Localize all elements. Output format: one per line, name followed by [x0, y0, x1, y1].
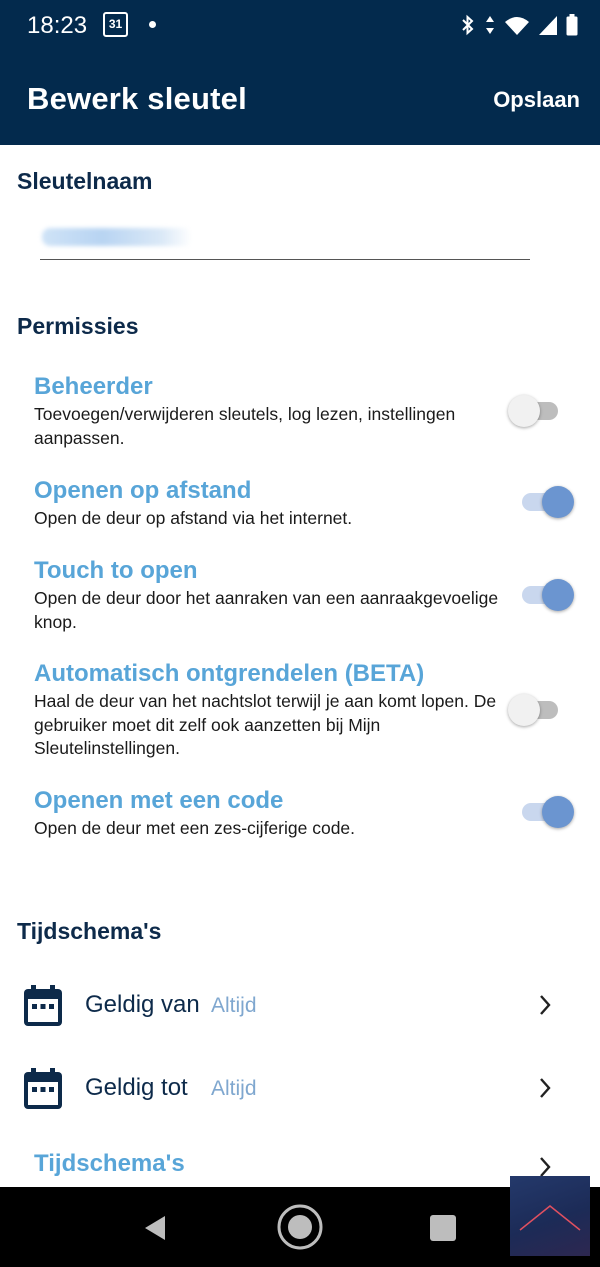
signal-icon: [538, 14, 558, 36]
toggle-thumb: [508, 395, 540, 427]
permission-remote-open: [34, 476, 504, 531]
permission-code-open: [34, 786, 504, 841]
permission-description: Open de deur met een zes-cijferige code.: [34, 818, 356, 838]
valid-from-row[interactable]: [0, 978, 600, 1038]
home-icon[interactable]: [276, 1203, 324, 1251]
toggle-thumb: [542, 796, 574, 828]
data-arrows-icon: [484, 14, 496, 36]
permission-auto-unlock: [34, 659, 504, 761]
notification-dot-icon: [149, 21, 156, 28]
schedules-link[interactable]: Tijdschema's: [34, 1150, 185, 1177]
status-bar: [0, 0, 600, 52]
permission-title: Openen op afstand: [34, 477, 252, 504]
valid-until-row[interactable]: [0, 1061, 600, 1121]
valid-from-value: Altijd: [211, 994, 257, 1017]
battery-icon: [566, 14, 578, 36]
permission-description: Open de deur op afstand via het internet.: [34, 508, 353, 528]
toggle-code-open[interactable]: [520, 795, 574, 829]
permission-admin: [34, 372, 504, 450]
permission-title: Automatisch ontgrendelen (BETA): [34, 660, 425, 687]
permission-description: Open de deur door het aanraken van een aanraakgevoelige knop.: [34, 588, 499, 632]
valid-until-label: Geldig tot: [85, 1074, 188, 1101]
status-time: 18:23: [27, 12, 88, 39]
toggle-touch-to-open[interactable]: [520, 578, 574, 612]
permission-description: Toevoegen/verwijderen sleutels, log lezen, instellingen aanpassen.: [34, 404, 456, 448]
wifi-icon: [504, 14, 530, 36]
valid-from-label: Geldig van: [85, 991, 200, 1018]
chevron-up-icon: [510, 1176, 590, 1256]
permission-title: Beheerder: [34, 373, 153, 400]
schedules-heading: Tijdschema's: [17, 918, 162, 944]
save-button[interactable]: Opslaan: [493, 87, 580, 112]
permission-touch-to-open: [34, 556, 504, 634]
recents-icon[interactable]: [430, 1215, 456, 1241]
permission-description: Haal de deur van het nachtslot terwijl je aan komt lopen. De gebruiker moet dit zelf ook aanzetten bij Mijn Sleutelinstellingen.: [34, 691, 497, 758]
calendar-notification-icon: 31: [103, 12, 128, 37]
toggle-thumb: [542, 579, 574, 611]
chevron-right-icon: [538, 1076, 552, 1100]
scroll-to-top-button[interactable]: [510, 1176, 590, 1256]
key-name-input[interactable]: [40, 220, 530, 260]
status-icons: [460, 12, 578, 38]
back-icon[interactable]: [143, 1214, 169, 1242]
toggle-admin[interactable]: [508, 394, 562, 428]
app-bar: [0, 52, 600, 145]
valid-until-value: Altijd: [211, 1077, 257, 1100]
toggle-remote-open[interactable]: [520, 485, 574, 519]
calendar-icon: [22, 1067, 64, 1111]
permissions-heading: Permissies: [17, 313, 139, 339]
toggle-thumb: [542, 486, 574, 518]
toggle-auto-unlock[interactable]: [508, 693, 562, 727]
page-title: Bewerk sleutel: [27, 81, 247, 116]
permission-title: Openen met een code: [34, 787, 284, 814]
key-name-heading: Sleutelnaam: [17, 168, 153, 194]
bluetooth-icon: [460, 14, 476, 36]
calendar-icon: [22, 984, 64, 1028]
permission-title: Touch to open: [34, 557, 198, 584]
chevron-right-icon: [538, 993, 552, 1017]
redacted-key-name: [42, 228, 192, 246]
toggle-thumb: [508, 694, 540, 726]
